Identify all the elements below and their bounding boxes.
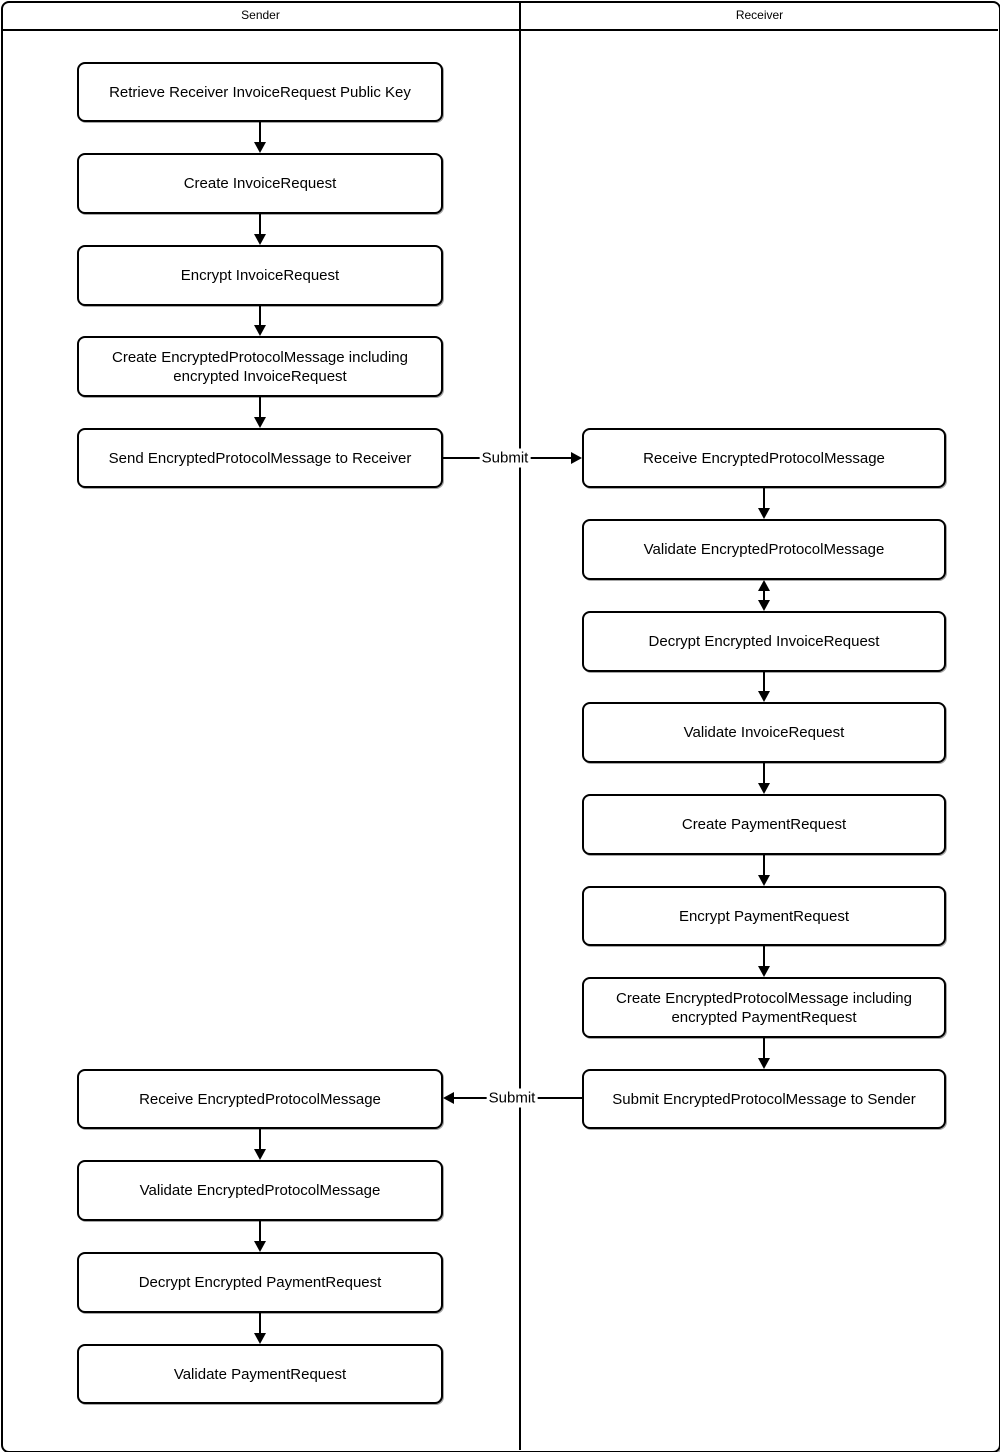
step-send-encryptedprotocolmessage-to-receiver: Send EncryptedProtocolMessage to Receiver <box>77 428 443 488</box>
step-decrypt-encrypted-invoicerequest: Decrypt Encrypted InvoiceRequest <box>582 611 946 672</box>
step-retrieve-invoicerequest-public-key: Retrieve Receiver InvoiceRequest Public Key <box>77 62 443 122</box>
step-submit-encryptedprotocolmessage-to-sender: Submit EncryptedProtocolMessage to Sender <box>582 1069 946 1129</box>
submit-label-to-receiver: Submit <box>481 449 529 467</box>
step-validate-invoicerequest: Validate InvoiceRequest <box>582 702 946 763</box>
step-receive-encryptedprotocolmessage-sender: Receive EncryptedProtocolMessage <box>77 1069 443 1129</box>
step-create-encryptedprotocolmessage-paymentrequest: Create EncryptedProtocolMessage including encrypted PaymentRequest <box>582 977 946 1038</box>
step-create-encryptedprotocolmessage-invoicerequest: Create EncryptedProtocolMessage including encrypted InvoiceRequest <box>77 336 443 397</box>
step-receive-encryptedprotocolmessage-receiver: Receive EncryptedProtocolMessage <box>582 428 946 488</box>
lane-title-sender: Sender <box>241 8 280 22</box>
step-validate-paymentrequest: Validate PaymentRequest <box>77 1344 443 1404</box>
step-encrypt-paymentrequest: Encrypt PaymentRequest <box>582 886 946 946</box>
lane-title-receiver: Receiver <box>735 8 784 22</box>
lane-divider <box>519 2 521 1450</box>
step-create-invoicerequest: Create InvoiceRequest <box>77 153 443 214</box>
step-encrypt-invoicerequest: Encrypt InvoiceRequest <box>77 245 443 306</box>
step-validate-encryptedprotocolmessage-sender: Validate EncryptedProtocolMessage <box>77 1160 443 1221</box>
step-validate-encryptedprotocolmessage-receiver: Validate EncryptedProtocolMessage <box>582 519 946 580</box>
step-decrypt-encrypted-paymentrequest: Decrypt Encrypted PaymentRequest <box>77 1252 443 1313</box>
submit-label-to-sender: Submit <box>488 1089 536 1107</box>
step-create-paymentrequest: Create PaymentRequest <box>582 794 946 855</box>
